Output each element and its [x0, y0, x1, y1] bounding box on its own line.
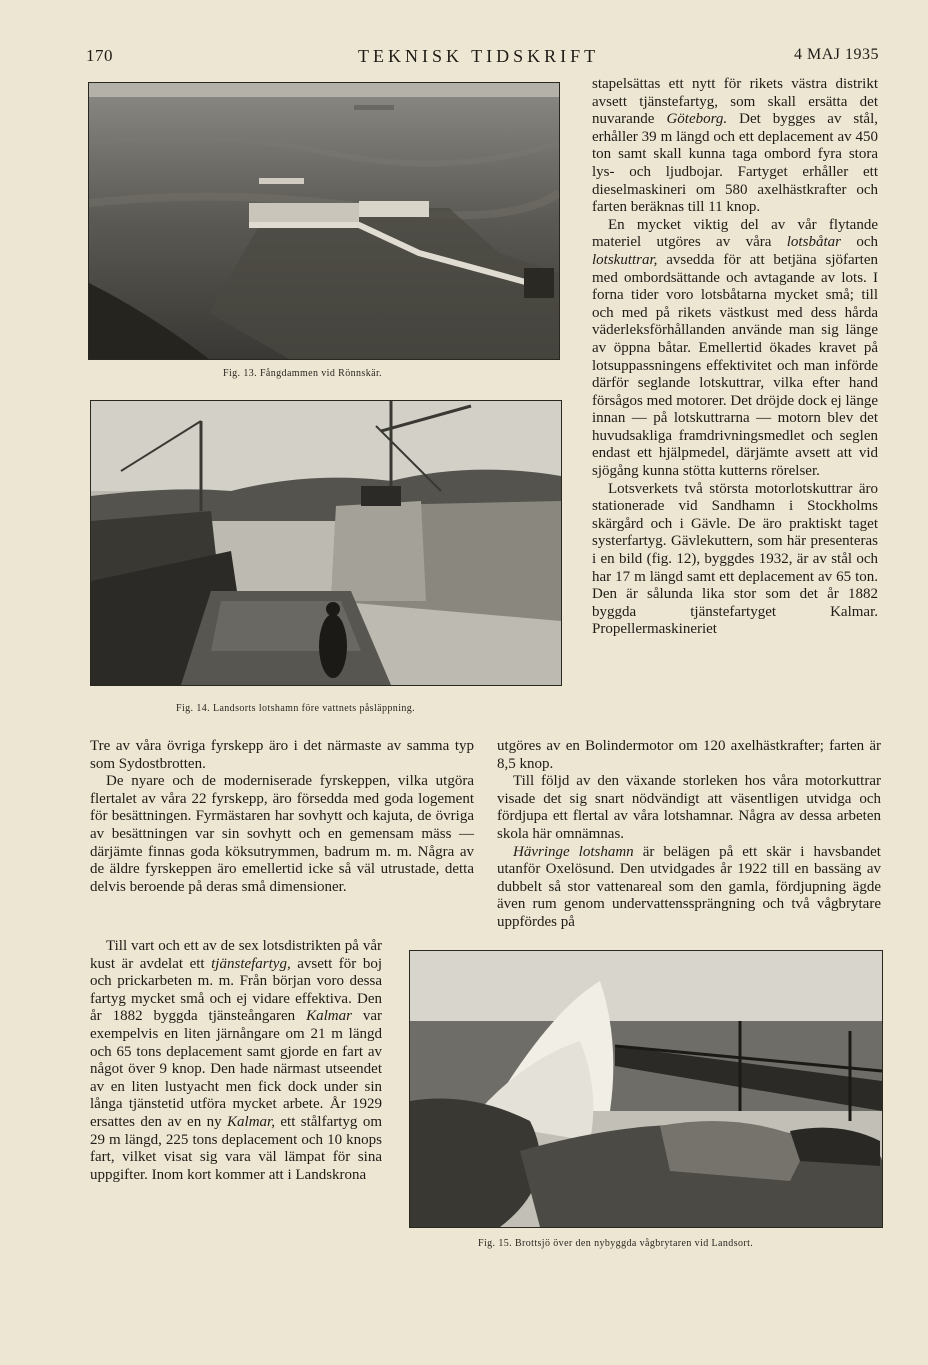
figure-15-caption: Fig. 15. Brottsjö över den nybyggda vågbrytaren vid Landsort. — [478, 1238, 754, 1249]
paragraph: utgöres av en Bolindermotor om 120 axelhästkrafter; farten är 8,5 knop. — [497, 738, 881, 772]
text-run: avsett för boj och prickarbeten m. m. Från början voro dessa fartyg mycket små och ej vidare effektiva. Den år 1882 byggda tjänsteångaren — [90, 955, 382, 1025]
page-number: 170 — [86, 46, 113, 65]
issue-date: 4 MAJ 1935 — [794, 46, 880, 63]
paragraph: De nyare och de moderniserade fyrskeppen, vilka utgöra flertalet av våra 22 fyrskepp, äro försedda med goda logement för besättningen. Fyrmästaren har sovhytt och kajuta, de övriga av besättningen var sin sovhytt och en gemensam mäss — därjämte finnas goda köksutrymmen, badrum m. m. Några av de äldre fyrskeppen äro emellertid icke så väl utrustade, detta delvis beroende på deras små dimensioner. — [90, 773, 474, 895]
emphasis: tjänstefartyg, — [211, 955, 291, 972]
text-run: var exempelvis en liten järnångare om 21 m längd och 65 tons deplacement samt gjorde en fart av något över 9 knop. Den hade närmast utseendet av en liten lustyacht men fick dock under sin långa tjänstetid utföra mycket arbete. År 1929 ersattes den av en ny — [90, 1008, 383, 1130]
figure-14-photo — [90, 400, 562, 686]
text-run: stapelsättas ett nytt för rikets västra distrikt avsett tjänstefartyg, som skall ersätta det nuvarande — [592, 76, 878, 128]
ship-name: Göteborg. — [666, 111, 728, 128]
figure-13-caption: Fig. 13. Fångdammen vid Rönnskär. — [223, 368, 383, 379]
text-run: är belägen på ett skär i havsbandet utanför Oxelösund. Den utvidgades år 1922 till en bassäng av dubbelt så stor vattenareal som den gamla, fördjupning ägde även rum genom undervattenssprängning och två vågbrytare uppfördes på — [497, 843, 881, 930]
emphasis: lotsbåtar — [786, 234, 841, 251]
text-run: Till vart och ett av de sex lotsdistrikten på vår kust är avdelat ett — [90, 938, 382, 972]
left-bottom-column — [90, 938, 382, 1184]
ship-name: Kalmar — [306, 1008, 352, 1025]
text-run: avsedda för att betjäna sjöfarten med ombordsättande och avtagande av lots. I forna tider voro lotsbåtarna mycket små; till och med på rikets västkust med dess hårda väderleksförhållanden använde man sig länge av öppna båtar. Emellertid ökades kravet på lotsuppassningens effektivitet och man införde därför seglande lotskuttrar, vilka efter hand försågos med motorer. Det dröjde dock ej länge innan — på lotskuttrarna — motorn blev det huvudsakliga framdrivningsmedlet och seglen endast ett hjälpmedel, därjämte avsett att vid sjögång kunna stötta kutterns rörelser. — [592, 251, 878, 480]
paragraph — [592, 76, 878, 217]
text-run: ett stålfartyg om 29 m längd, 225 tons deplacement och 10 knops fart, vilket visat sig vara väl lämpat för sina uppgifter. Inom kort kommer att i Landskrona — [90, 1113, 382, 1183]
paragraph — [497, 844, 881, 932]
emphasis: lotskuttrar, — [592, 251, 658, 268]
ship-name: Kalmar, — [227, 1113, 275, 1130]
figure-14-image — [91, 401, 561, 685]
left-middle-column — [90, 738, 474, 896]
journal-title: TEKNISK TIDSKRIFT — [358, 46, 600, 66]
paragraph: Till följd av den växande storleken hos våra motorkuttrar visade det sig snart nödvändigt att väsentligen utvidga och fördjupa ett flertal av våra lotshamnar. Några av dessa arbeten skola här omnämnas. — [497, 773, 881, 842]
figure-14-caption: Fig. 14. Landsorts lotshamn före vattnets påsläppning. — [176, 703, 416, 714]
figure-13-image — [89, 83, 559, 359]
emphasis: Hävringe lotshamn — [513, 843, 634, 860]
paragraph: Tre av våra övriga fyrskepp äro i det närmaste av samma typ som Sydostbrotten. — [90, 738, 474, 772]
figure-15-photo — [409, 950, 883, 1228]
paragraph — [90, 938, 382, 1184]
right-continuation-column — [497, 738, 881, 932]
figure-13-photo — [88, 82, 560, 360]
figure-15-image — [410, 951, 882, 1227]
text-run: Det bygges av stål, erhåller 39 m längd och ett deplacement av 450 ton samt skall kunna taga ombord fyra stora lys- och ljudbojar. Fartyget erhåller ett dieselmaskineri om 580 axelhästkrafter och farten beräknas till 11 knop. — [592, 111, 879, 216]
text-run: En mycket viktig del av vår flytande materiel utgöres av våra — [592, 216, 878, 251]
text-run: och — [840, 234, 878, 251]
paragraph — [592, 217, 878, 481]
paragraph: Lotsverkets två största motorlotskuttrar äro stationerade vid Sandhamn i Stockholms skärgård och i Gävle. De äro praktiskt taget systerfartyg. Gävlekuttern, som här presenteras i en bild (fig. 12), byggdes 1932, är av stål och har 17 m längd samt ett deplacement av 65 ton. Den är sålunda lika stor som det år 1882 byggda tjänstefartyget Kalmar. Propellermaskineriet — [592, 480, 878, 638]
right-column — [592, 76, 878, 639]
